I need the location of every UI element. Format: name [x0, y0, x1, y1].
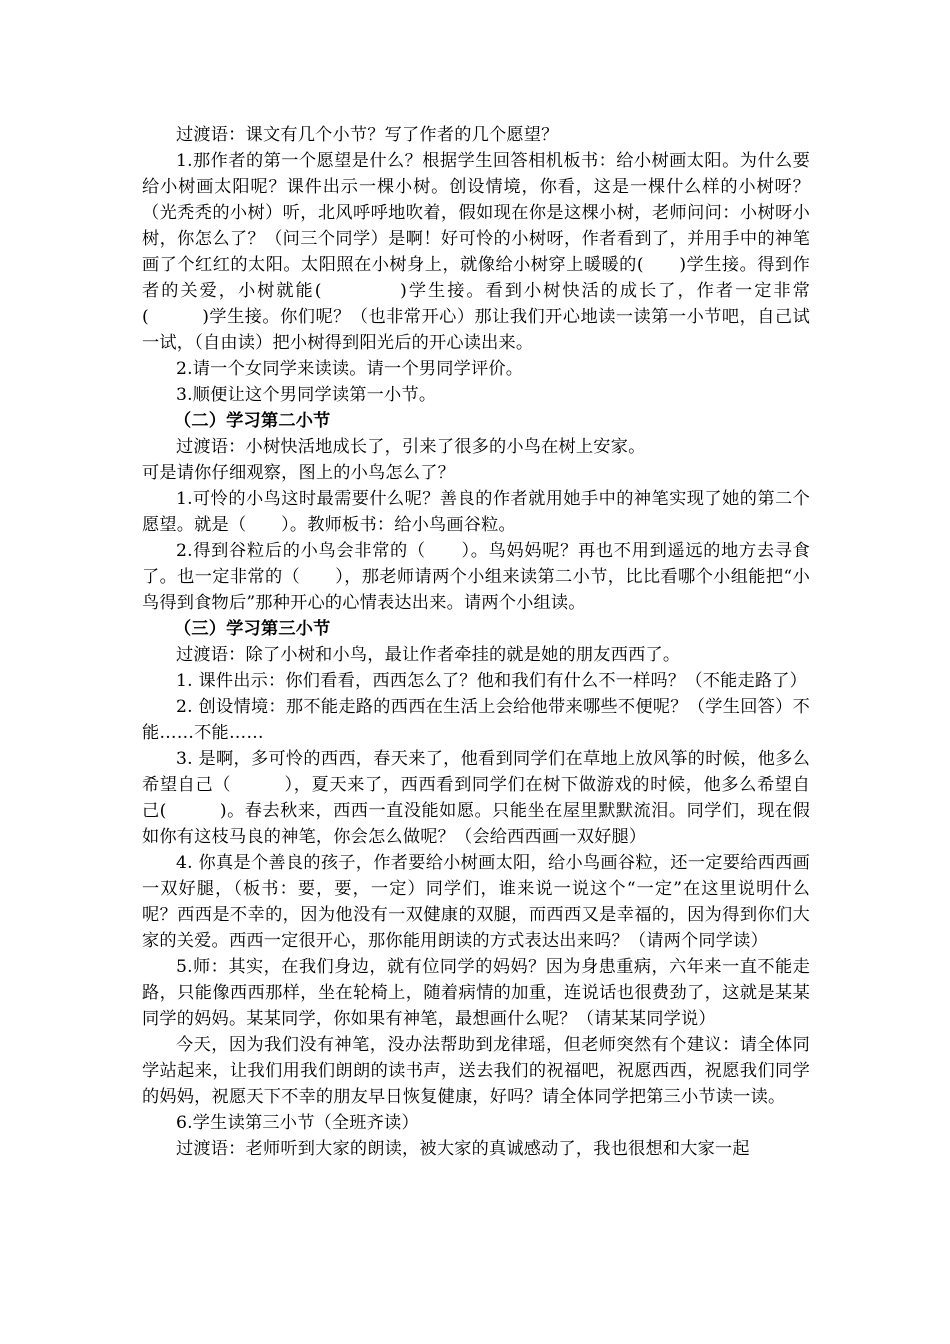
paragraph: 过渡语：课文有几个小节？写了作者的几个愿望？: [176, 125, 559, 145]
paragraph: 1.可怜的小鸟这时最需要什么呢？善良的作者就用她手中的神笔实现了她的第二个愿望。就是（ ）。教师板书：给小鸟画谷粒。: [142, 489, 810, 535]
paragraph: 2.请一个女同学来读读。请一个男同学评价。: [176, 359, 524, 379]
paragraph: 过渡语：除了小树和小鸟，最让作者牵挂的就是她的朋友西西了。: [176, 645, 681, 665]
paragraph: 1.那作者的第一个愿望是什么？根据学生回答相机板书：给小树画太阳。为什么要给小树画太阳呢？课件出示一棵小树。创设情境，你看，这是一棵什么样的小树呀？（光秃秃的小树）听，北风呼呼地吹着，假如现在你是这棵小树，老师问问：小树呀小树，你怎么了？（问三个同学）是啊！好可怜的小树呀，作者看到了，并用手中的神笔画了个红红的太阳。太阳照在小树身上，就像给小树穿上暖暖的( )学生接。得到作者的关爱，小树就能( )学生接。看到小树快活的成长了，作者一定非常( )学生接。你们呢？（也非常开心）那让我们开心地读一读第一小节吧，自己试一试，（自由读）把小树得到阳光后的开心读出来。: [142, 151, 810, 353]
paragraph: 3. 是啊，多可怜的西西，春天来了，他看到同学们在草地上放风筝的时候，他多么希望自己（ ），夏天来了，西西看到同学们在树下做游戏的时候，他多么希望自己( )。春去秋来，西西一直没能如愿。只能坐在屋里默默流泪。同学们，现在假如你有这枝马良的神笔，你会怎么做呢？（会给西西画一双好腿）: [142, 749, 810, 847]
paragraph: 2. 创设情境：那不能走路的西西在生活上会给他带来哪些不便呢？（学生回答）不能……不能……: [142, 697, 810, 743]
paragraph: 今天，因为我们没有神笔，没办法帮助到龙律瑶，但老师突然有个建议：请全体同学站起来，让我们用我们朗朗的读书声，送去我们的祝福吧，祝愿西西，祝愿我们同学的妈妈，祝愿天下不幸的朋友早日恢复健康，好吗？请全体同学把第三小节读一读。: [142, 1035, 810, 1107]
paragraph: 1. 课件出示：你们看看，西西怎么了？他和我们有什么不一样吗？（不能走路了）: [176, 671, 808, 691]
paragraph: 过渡语：老师听到大家的朗读，被大家的真诚感动了，我也很想和大家一起: [176, 1139, 750, 1159]
paragraph: 2.得到谷粒后的小鸟会非常的（ ）。鸟妈妈呢？再也不用到遥远的地方去寻食了。也一定非常的（ ），那老师请两个小组来读第二小节，比比看哪个小组能把“小鸟得到食物后”那种开心的心情表达出来。请两个小组读。: [142, 541, 810, 613]
paragraph: 6.学生读第三小节（全班齐读）: [176, 1113, 419, 1133]
paragraph: 3.顺便让这个男同学读第一小节。: [176, 385, 437, 405]
section-heading: （三）学习第三小节: [174, 619, 331, 639]
section-heading: （二）学习第二小节: [174, 411, 331, 431]
document-body: [142, 122, 810, 1162]
paragraph: 4. 你真是个善良的孩子，作者要给小树画太阳，给小鸟画谷粒，还一定要给西西画一双好腿，（板书：要，要，一定）同学们，谁来说一说这个“一定”在这里说明什么呢？西西是不幸的，因为他没有一双健康的双腿，而西西又是幸福的，因为得到你们大家的关爱。西西一定很开心，那你能用朗读的方式表达出来吗？（请两个同学读）: [142, 853, 810, 951]
paragraph: 5.师：其实，在我们身边，就有位同学的妈妈？因为身患重病，六年来一直不能走路，只能像西西那样，坐在轮椅上，随着病情的加重，连说话也很费劲了，这就是某某同学的妈妈。某某同学，你如果有神笔，最想画什么呢？（请某某同学说）: [142, 957, 810, 1029]
paragraph: 可是请你仔细观察，图上的小鸟怎么了？: [142, 463, 455, 483]
paragraph: 过渡语：小树快活地成长了，引来了很多的小鸟在树上安家。: [176, 437, 646, 457]
